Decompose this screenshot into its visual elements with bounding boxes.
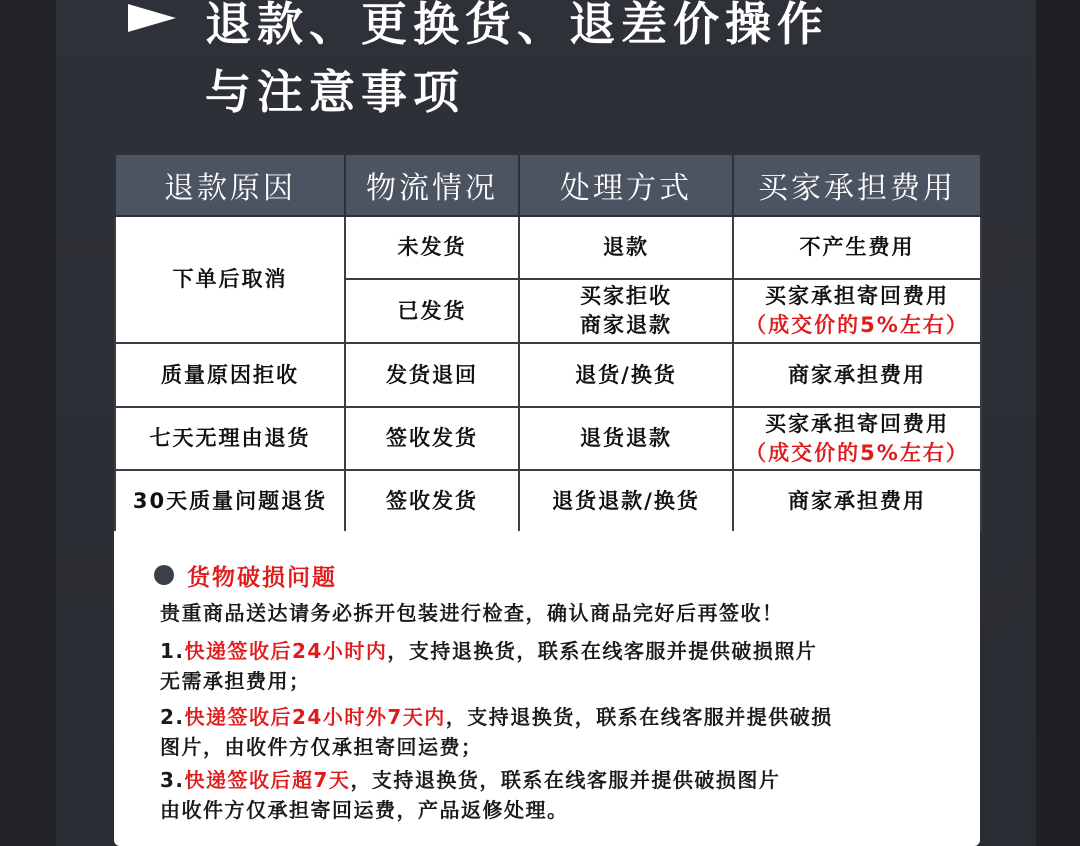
cell-reason: 30天质量问题退货 [115,470,345,532]
header-buyer-fee: 买家承担费用 [733,154,981,216]
page-title-line1: 退款、更换货、退差价操作 [205,0,829,51]
fee-text: 买家承担寄回费用 [765,284,949,308]
item-text: ，支持退换货，联系在线客服并提供破损图片 [350,768,781,792]
item-text: ，支持退换货，联系在线客服并提供破损照片 [387,639,818,663]
table-row [115,407,981,470]
cell-handling: 退货/换货 [519,343,733,407]
cell-reason: 质量原因拒收 [115,343,345,407]
right-margin [1036,0,1080,846]
header-logistics: 物流情况 [345,154,519,216]
cell-fee: 商家承担费用 [733,343,981,407]
item-highlight: 快递签收后超7天 [184,768,351,792]
header-handling: 处理方式 [519,154,733,216]
cell-logistics: 签收发货 [345,470,519,532]
handling-line: 买家拒收 [580,284,672,308]
play-triangle-icon [128,4,176,32]
fee-text: 买家承担寄回费用 [765,411,949,436]
notes-heading: 货物破损问题 [187,565,337,591]
refund-policy-table [114,153,980,533]
table-row [115,470,981,532]
cell-handling: 退货退款/换货 [519,470,733,532]
damage-notes-panel [114,531,980,846]
notes-intro: 贵重商品送达请务必拆开包装进行检查，确认商品完好后再签收！ [160,601,784,625]
cell-fee [733,407,981,470]
left-margin [0,0,56,846]
table-row [115,216,981,279]
cell-handling [519,279,733,343]
item-number: 1. [160,639,185,663]
cell-logistics: 已发货 [345,279,519,343]
bullet-dot-icon [154,565,174,585]
cell-logistics: 未发货 [345,216,519,279]
cell-handling: 退货退款 [519,407,733,470]
cell-handling: 退款 [519,216,733,279]
notes-item-3 [160,764,780,793]
cell-logistics: 发货退回 [345,343,519,407]
table-row [115,343,981,407]
item-highlight: 快递签收后24小时外7天内 [184,705,446,729]
item-number: 2. [160,705,185,729]
notes-item-3-line2: 由收件方仅承担寄回运费，产品返修处理。 [160,798,569,822]
notes-item-1 [160,635,817,664]
cell-fee [733,279,981,343]
handling-line: 商家退款 [580,313,672,337]
item-number: 3. [160,768,185,792]
page-title-line2: 与注意事项 [205,65,465,119]
fee-note: （成交价的5%左右） [745,440,969,465]
notes-item-2 [160,701,833,730]
cell-reason: 七天无理由退货 [115,407,345,470]
cell-reason: 下单后取消 [115,216,345,343]
item-highlight: 快递签收后24小时内 [184,639,388,663]
fee-note: （成交价的5%左右） [745,313,969,337]
notes-item-1-line2: 无需承担费用； [160,669,311,693]
notes-item-2-line2: 图片，由收件方仅承担寄回运费； [160,735,483,759]
cell-fee: 不产生费用 [733,216,981,279]
cell-logistics: 签收发货 [345,407,519,470]
cell-fee: 商家承担费用 [733,470,981,532]
header-refund-reason: 退款原因 [115,154,345,216]
table-header-row [115,154,981,216]
item-text: ，支持退换货，联系在线客服并提供破损 [445,705,833,729]
